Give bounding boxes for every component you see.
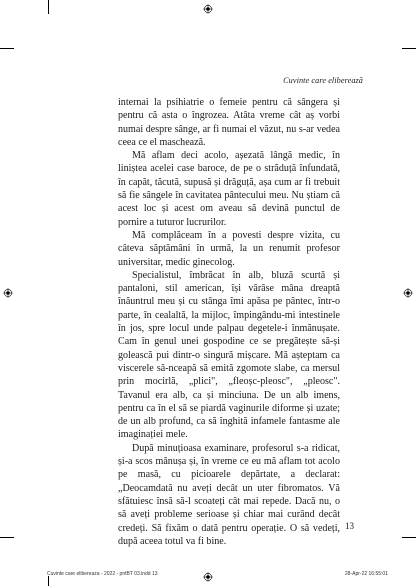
paragraph: Mă complăceam în a povesti despre vizita, cu câteva săptămâni în urmă, la un renumit profesor universitar, medic ginecolog. <box>118 229 340 268</box>
registration-mark-icon <box>403 288 413 298</box>
registration-mark-icon <box>203 4 213 14</box>
crop-mark <box>48 0 49 14</box>
registration-mark-icon <box>203 572 213 582</box>
crop-mark <box>0 48 14 49</box>
paragraph: Specialistul, îmbrăcat în alb, bluză scurtă și pantaloni, stil american, își vârâse mâna dreaptă înăuntrul meu și cu stânga îmi apăsa pe pântec, într-o parte, în cealaltă, la mijloc, împingându-mi intestinele în jos, spre locul unde palpau degetele-i înmănușate. Cam în genul unei gospodine ce se pregătește să-și golească pui dintr-o singură mișcare. Mă așteptam ca viscerele să-nceapă să emită zgomote slabe, ca mersul prin mocirlă, „plici", „fleoșc-pleosc", „pleosc". Tavanul era alb, ca și minciuna. De un alb imens, pentru ca în el să se piardă vaginurile diforme și uzate; de un alb profund, ca să înghită infamele fantasme ale imaginației mele. <box>118 269 340 441</box>
paragraph: Mă aflam deci acolo, așezată lângă medic, în liniștea acelei case baroce, de pe o străduță înfundată, în capăt, tăcută, supusă și drăguță, așa cum ar fi trebuit să fie sângele în cavitatea pântecului meu. Nu știam că acest loc și acest om aveau să devină punctul de pornire a tuturor lucrurilor. <box>118 150 340 228</box>
page-number: 13 <box>345 521 354 531</box>
crop-mark <box>402 48 416 49</box>
print-slug-left: Cuvinte care elibereaza - 2022 - pntBT 03.indd 13 <box>47 571 158 577</box>
print-slug-right: 28-Apr-22 16:55:01 <box>344 571 388 577</box>
crop-mark <box>402 537 416 538</box>
body-text <box>118 96 340 548</box>
paragraph: După minuțioasa examinare, profesorul s-a ridicat, și-a scos mănușa și, în vreme ce eu mă aflam tot acolo pe masă, cu picioarele depărtate, a declarat: „Deocamdată nu aveți decât un uter fibromatos. Vă sfătuiesc însă să-l scoateți cât mai repede. Dacă nu, o să aveți probleme serioase și chiar mai curând decât credeți. Să fixăm o dată pentru operație. O să vedeți, după aceea totul va fi bine. <box>118 442 340 547</box>
crop-mark <box>48 576 49 586</box>
crop-mark <box>0 537 14 538</box>
paragraph: internai la psihiatrie o femeie pentru că sângera și pentru că asta o îngrozea. Atâta vreme cât aș vorbi numai despre sânge, ar fi numai el văzut, nu s-ar vedea ceea ce el maschează. <box>118 97 340 148</box>
registration-mark-icon <box>3 288 13 298</box>
running-title: Cuvinte care eliberează <box>283 76 363 85</box>
